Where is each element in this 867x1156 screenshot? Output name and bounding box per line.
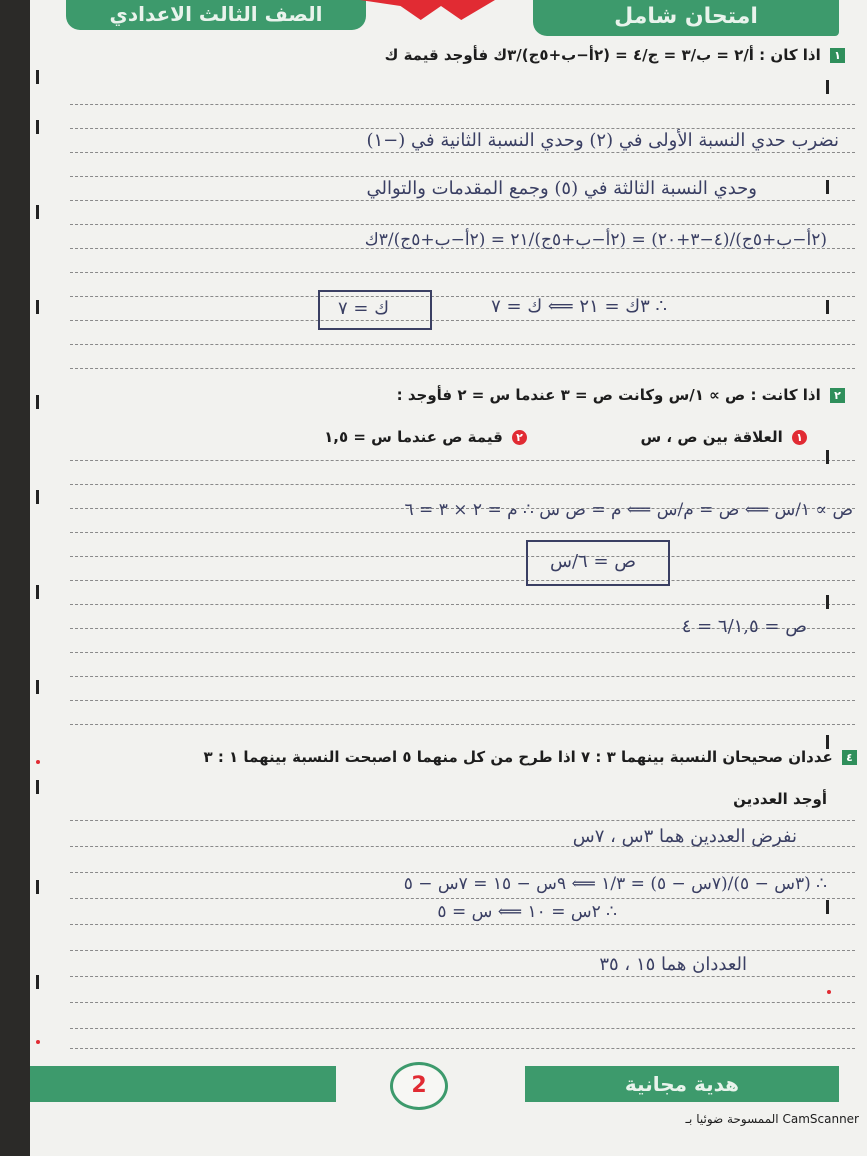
margin-mark bbox=[826, 180, 829, 194]
question-3 bbox=[203, 748, 857, 766]
margin-mark bbox=[826, 450, 829, 464]
exam-sheet bbox=[30, 0, 867, 1156]
margin-mark bbox=[826, 735, 829, 749]
ruled-line bbox=[70, 200, 855, 201]
margin-mark bbox=[826, 80, 829, 94]
question-2-part-1-text: العلاقة بين ص ، س bbox=[640, 428, 783, 446]
ruled-line bbox=[70, 296, 855, 297]
page-number: 2 bbox=[390, 1062, 448, 1110]
part-1-number: ١ bbox=[792, 430, 807, 445]
q3-work-line-2: ∴ (٣س − ٥)/(٧س − ٥) = ١/٣ ⟸ ٩س − ١٥ = ٧س − ٥ bbox=[403, 874, 827, 894]
question-3-number: ٤ bbox=[842, 750, 857, 765]
margin-mark bbox=[36, 780, 39, 794]
ruled-line bbox=[70, 580, 855, 581]
ruled-line bbox=[70, 128, 855, 129]
margin-mark bbox=[36, 70, 39, 84]
ruled-line bbox=[70, 1028, 855, 1029]
q1-work-line-2: وحدي النسبة الثالثة في (٥) وجمع المقدمات والتوالي bbox=[366, 178, 757, 199]
margin-mark bbox=[36, 205, 39, 219]
question-2 bbox=[397, 386, 845, 404]
ruled-line bbox=[70, 1048, 855, 1049]
ruled-line bbox=[70, 104, 855, 105]
margin-dot bbox=[36, 760, 40, 764]
q1-answer: ك = ٧ bbox=[338, 298, 390, 319]
ruled-line bbox=[70, 676, 855, 677]
q1-work-line-3: (٢أ−ب+٥ج)/(٤−٣+٢٠) = (٢أ−ب+٥ج)/٢١ = (٢أ−ب+٥ج)/٣ك bbox=[364, 230, 827, 250]
q2-answer: ص = ٦/س bbox=[550, 551, 637, 572]
ruled-line bbox=[70, 556, 855, 557]
question-3-prompt-2: أوجد العددين bbox=[733, 790, 827, 808]
footer-green-bar bbox=[30, 1066, 336, 1102]
grade-banner: الصف الثالث الاعدادي bbox=[66, 0, 366, 30]
q3-work-line-4: العددان هما ١٥ ، ٣٥ bbox=[599, 954, 747, 975]
red-ribbon-decoration bbox=[360, 0, 495, 20]
margin-mark bbox=[36, 300, 39, 314]
question-2-prompt: اذا كانت : ص ∝ ١/س وكانت ص = ٣ عندما س = ٢ فأوجد : bbox=[396, 386, 821, 404]
question-2-part-1 bbox=[641, 428, 808, 446]
margin-mark bbox=[826, 595, 829, 609]
q2-answer-box bbox=[526, 540, 670, 586]
camscanner-watermark: الممسوحة ضوئيا بـ CamScanner bbox=[685, 1112, 859, 1126]
q3-work-line-3: ∴ ٢س = ١٠ ⟸ س = ٥ bbox=[437, 902, 617, 922]
ruled-line bbox=[70, 976, 855, 977]
margin-mark bbox=[36, 975, 39, 989]
q1-work-line-1: نضرب حدي النسبة الأولى في (٢) وحدي النسبة الثانية في (−١) bbox=[366, 130, 839, 151]
q2-work-line-3: ص = ٦/١,٥ = ٤ bbox=[681, 616, 807, 637]
margin-mark bbox=[36, 120, 39, 134]
margin-mark bbox=[36, 585, 39, 599]
ruled-line bbox=[70, 924, 855, 925]
ruled-line bbox=[70, 532, 855, 533]
q1-answer-box bbox=[318, 290, 432, 330]
ruled-line bbox=[70, 368, 855, 369]
ruled-line bbox=[70, 898, 855, 899]
free-gift-banner: هدية مجانية bbox=[525, 1066, 839, 1102]
margin-dot bbox=[36, 1040, 40, 1044]
ruled-line bbox=[70, 320, 855, 321]
part-2-number: ٢ bbox=[512, 430, 527, 445]
ruled-line bbox=[70, 272, 855, 273]
q2-work-line-1: ص ∝ ١/س ⟸ ص = م/س ⟸ م = ص س ∴ م = ٢ × ٣ = ٦ bbox=[404, 500, 853, 520]
margin-mark bbox=[826, 300, 829, 314]
margin-mark bbox=[36, 395, 39, 409]
q3-work-line-1: نفرض العددين هما ٣س ، ٧س bbox=[572, 826, 797, 847]
margin-mark bbox=[36, 490, 39, 504]
question-2-part-2-text: قيمة ص عندما س = ١,٥ bbox=[324, 428, 503, 446]
ruled-line bbox=[70, 950, 855, 951]
question-1-prompt: اذا كان : أ/٢ = ب/٣ = ج/٤ = (٢أ−ب+٥ج)/٣ك فأوجد قيمة ك bbox=[384, 46, 821, 64]
ruled-line bbox=[70, 724, 855, 725]
margin-mark bbox=[36, 680, 39, 694]
ruled-line bbox=[70, 652, 855, 653]
ruled-line bbox=[70, 344, 855, 345]
ruled-line bbox=[70, 224, 855, 225]
ruled-line bbox=[70, 872, 855, 873]
ruled-line bbox=[70, 1002, 855, 1003]
ruled-line bbox=[70, 460, 855, 461]
q1-work-line-4: ∴ ٣ك = ٢١ ⟸ ك = ٧ bbox=[491, 296, 667, 317]
question-1-number: ١ bbox=[830, 48, 845, 63]
ruled-line bbox=[70, 604, 855, 605]
exam-title-banner: امتحان شامل bbox=[533, 0, 839, 36]
question-3-prompt: عددان صحيحان النسبة بينهما ٣ : ٧ اذا طرح من كل منهما ٥ اصبحت النسبة بينهما ١ : ٣ bbox=[203, 748, 833, 766]
question-2-number: ٢ bbox=[830, 388, 845, 403]
margin-dot bbox=[827, 990, 831, 994]
ruled-line bbox=[70, 176, 855, 177]
question-2-part-2 bbox=[324, 428, 527, 446]
margin-mark bbox=[826, 900, 829, 914]
ruled-line bbox=[70, 700, 855, 701]
ruled-line bbox=[70, 820, 855, 821]
margin-mark bbox=[36, 880, 39, 894]
ruled-line bbox=[70, 484, 855, 485]
question-1 bbox=[385, 46, 845, 64]
ruled-line bbox=[70, 152, 855, 153]
